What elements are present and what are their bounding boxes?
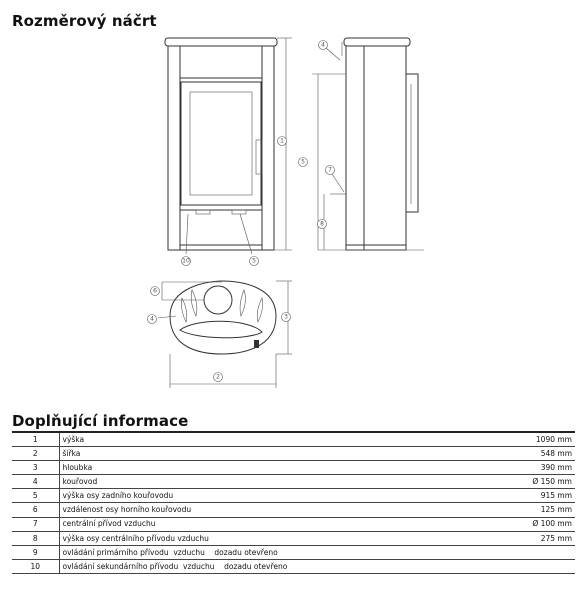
row-label: výška osy centrálního přívodu vzduchu [59,531,495,545]
svg-text:6: 6 [153,287,157,295]
svg-text:5: 5 [252,257,256,265]
row-label: centrální přívod vzduchu [59,517,495,531]
row-value: 390 mm [495,460,575,474]
callout-5-front [250,257,259,266]
stove-side-view [342,38,418,250]
table-row [12,531,575,545]
row-label: výška osy zadního kouřovodu [59,489,495,503]
row-label: šířka [59,446,495,460]
row-value: 1090 mm [495,432,575,446]
callout-4-top [148,315,157,324]
row-value: 915 mm [495,489,575,503]
sketch-heading: Rozměrový náčrt [12,12,157,30]
callout-1 [278,137,287,146]
table-row [12,560,575,574]
row-number: 10 [12,560,59,574]
row-value [495,546,575,560]
info-table [12,431,575,574]
row-label: ovládání primárního přívodu vzduchu dozadu otevřeno [59,546,495,560]
callout-7 [326,166,335,175]
table-row [12,517,575,531]
table-row [12,432,575,446]
svg-text:5: 5 [301,158,305,166]
row-number: 8 [12,531,59,545]
svg-text:3: 3 [284,313,288,321]
table-row [12,475,575,489]
row-value: 125 mm [495,503,575,517]
row-number: 5 [12,489,59,503]
callout-4 [319,41,328,50]
callout-2 [214,373,223,382]
table-row [12,503,575,517]
row-label: ovládání sekundárního přívodu vzduchu dozadu otevřeno [59,560,495,574]
row-number: 1 [12,432,59,446]
table-row [12,460,575,474]
callout-6 [151,287,160,296]
row-value: Ø 150 mm [495,475,575,489]
info-heading: Doplňující informace [12,412,189,430]
row-number: 4 [12,475,59,489]
svg-text:10: 10 [182,257,190,265]
row-number: 7 [12,517,59,531]
callout-8 [318,220,327,229]
row-label: vzdálenost osy horního kouřovodu [59,503,495,517]
callout-10 [182,257,191,266]
table-row [12,489,575,503]
dimension-drawing [0,30,581,400]
svg-text:2: 2 [216,373,220,381]
row-label: hloubka [59,460,495,474]
stove-top-view [170,281,276,354]
stove-front-view [165,38,277,254]
table-row [12,546,575,560]
row-number: 2 [12,446,59,460]
row-number: 6 [12,503,59,517]
row-value: 548 mm [495,446,575,460]
svg-text:7: 7 [328,166,332,174]
svg-text:4: 4 [321,41,325,49]
table-row [12,446,575,460]
row-number: 9 [12,546,59,560]
row-label: kouřovod [59,475,495,489]
callout-3 [282,313,291,322]
svg-text:8: 8 [320,220,324,228]
row-value: Ø 100 mm [495,517,575,531]
row-number: 3 [12,460,59,474]
row-value: 275 mm [495,531,575,545]
svg-text:4: 4 [150,315,154,323]
svg-text:1: 1 [280,137,284,145]
row-label: výška [59,432,495,446]
row-value [495,560,575,574]
callout-5 [299,158,308,167]
